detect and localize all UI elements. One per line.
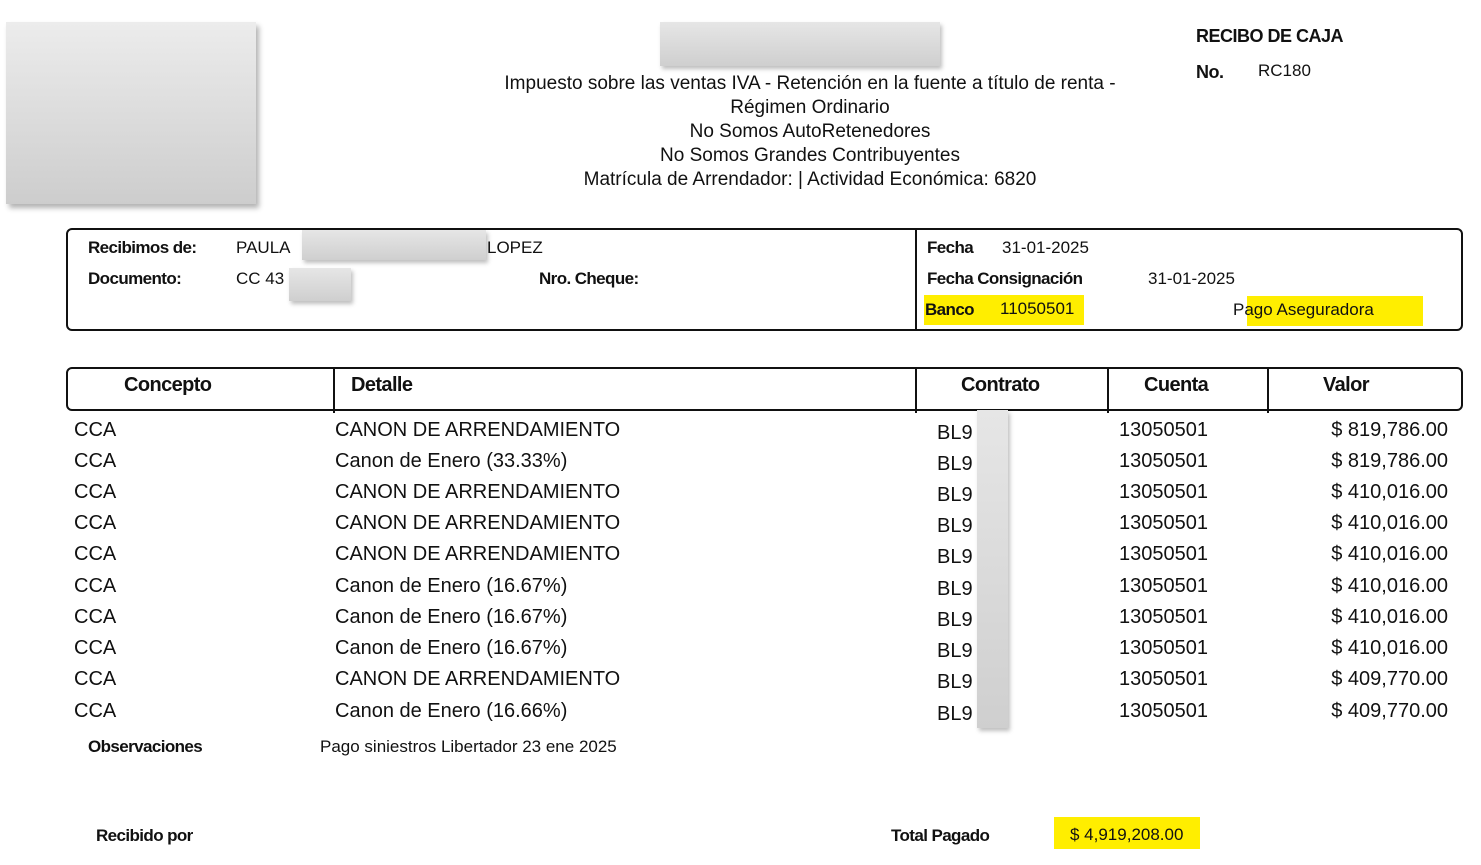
total-pagado-label: Total Pagado: [891, 826, 990, 845]
company-logo-redacted: [6, 22, 256, 204]
banco-label: Banco: [925, 300, 974, 319]
cell-valor: $ 410,016.00: [1331, 637, 1448, 659]
info-box-divider: [915, 230, 917, 331]
tax-line-1: Impuesto sobre las ventas IVA - Retención en la fuente a título de renta -: [504, 73, 1116, 94]
cell-cuenta: 13050501: [1119, 575, 1208, 597]
header-divider: [333, 369, 335, 413]
cell-detalle: Canon de Enero (16.67%): [335, 575, 568, 597]
recibido-por-label: Recibido por: [96, 826, 193, 845]
cell-cuenta: 13050501: [1119, 668, 1208, 690]
cell-concepto: CCA: [74, 700, 117, 722]
table-header: [66, 367, 1463, 411]
payer-first-name: PAULA: [236, 238, 291, 257]
cell-cuenta: 13050501: [1119, 543, 1208, 565]
table-row: [0, 606, 1481, 637]
cell-concepto: CCA: [74, 543, 117, 565]
cell-contrato: BL9: [937, 703, 973, 725]
cell-concepto: CCA: [74, 606, 117, 628]
cell-cuenta: 13050501: [1119, 481, 1208, 503]
table-row: [0, 450, 1481, 481]
company-tax-info: [450, 72, 1170, 192]
cell-valor: $ 819,786.00: [1331, 419, 1448, 441]
cell-concepto: CCA: [74, 668, 117, 690]
cell-detalle: CANON DE ARRENDAMIENTO: [335, 668, 621, 690]
header-divider: [915, 369, 917, 413]
pago-value: Pago Aseguradora: [1233, 300, 1374, 319]
fecha-value: 31-01-2025: [1002, 238, 1089, 257]
cell-concepto: CCA: [74, 637, 117, 659]
table-row: [0, 512, 1481, 543]
documento-value: CC 43: [236, 269, 285, 288]
banco-value: 11050501: [1000, 299, 1075, 318]
payer-name-redacted: [302, 230, 486, 260]
cheque-label: Nro. Cheque:: [539, 269, 639, 288]
cell-contrato: BL9: [937, 484, 973, 506]
cell-cuenta: 13050501: [1119, 606, 1208, 628]
observaciones-value: Pago siniestros Libertador 23 ene 2025: [320, 737, 617, 756]
table-row: [0, 575, 1481, 606]
cell-concepto: CCA: [74, 481, 117, 503]
observaciones-label: Observaciones: [88, 737, 203, 756]
cell-valor: $ 409,770.00: [1331, 668, 1448, 690]
cell-valor: $ 410,016.00: [1331, 575, 1448, 597]
tax-line-3: No Somos AutoRetenedores: [689, 121, 931, 142]
receipt-number-label: No.: [1196, 62, 1224, 82]
tax-line-5: Matrícula de Arrendador: | Actividad Económica: 6820: [583, 169, 1037, 190]
cell-concepto: CCA: [74, 575, 117, 597]
cell-valor: $ 410,016.00: [1331, 481, 1448, 503]
table-row: [0, 700, 1481, 731]
header-divider: [1107, 369, 1109, 413]
cell-concepto: CCA: [74, 419, 117, 441]
header-contrato: Contrato: [961, 374, 1040, 396]
consignacion-value: 31-01-2025: [1148, 269, 1235, 288]
cell-contrato: BL9: [937, 515, 973, 537]
consignacion-label: Fecha Consignación: [927, 269, 1083, 288]
cell-cuenta: 13050501: [1119, 512, 1208, 534]
cell-detalle: CANON DE ARRENDAMIENTO: [335, 419, 621, 441]
company-name-redacted: [660, 22, 940, 66]
cell-cuenta: 13050501: [1119, 450, 1208, 472]
cell-valor: $ 819,786.00: [1331, 450, 1448, 472]
header-divider: [1267, 369, 1269, 413]
cell-contrato: BL9: [937, 578, 973, 600]
table-row: [0, 543, 1481, 574]
tax-line-2: Régimen Ordinario: [730, 97, 890, 118]
payer-last-name: LOPEZ: [487, 238, 543, 257]
cell-detalle: Canon de Enero (16.67%): [335, 637, 568, 659]
total-pagado-value: $ 4,919,208.00: [1070, 825, 1184, 844]
contrato-redacted: [977, 410, 1008, 728]
cell-concepto: CCA: [74, 450, 117, 472]
cell-contrato: BL9: [937, 671, 973, 693]
table-row: [0, 419, 1481, 450]
receipt-title: RECIBO DE CAJA: [1196, 26, 1344, 46]
header-detalle: Detalle: [351, 374, 413, 396]
documento-redacted: [289, 268, 351, 301]
cell-cuenta: 13050501: [1119, 700, 1208, 722]
cell-contrato: BL9: [937, 609, 973, 631]
cell-contrato: BL9: [937, 546, 973, 568]
tax-line-4: No Somos Grandes Contribuyentes: [660, 145, 960, 166]
table-row: [0, 637, 1481, 668]
cell-detalle: CANON DE ARRENDAMIENTO: [335, 512, 621, 534]
table-row: [0, 481, 1481, 512]
table-row: [0, 668, 1481, 699]
header-concepto: Concepto: [124, 374, 212, 396]
cell-cuenta: 13050501: [1119, 419, 1208, 441]
receipt-number: RC180: [1258, 61, 1311, 80]
cell-detalle: Canon de Enero (16.66%): [335, 700, 568, 722]
cell-detalle: CANON DE ARRENDAMIENTO: [335, 481, 621, 503]
header-cuenta: Cuenta: [1144, 374, 1209, 396]
cell-concepto: CCA: [74, 512, 117, 534]
cell-valor: $ 410,016.00: [1331, 512, 1448, 534]
recibimos-label: Recibimos de:: [88, 238, 197, 257]
header-valor: Valor: [1323, 374, 1369, 396]
documento-label: Documento:: [88, 269, 182, 288]
cell-contrato: BL9: [937, 422, 973, 444]
cell-contrato: BL9: [937, 453, 973, 475]
cell-contrato: BL9: [937, 640, 973, 662]
cell-detalle: CANON DE ARRENDAMIENTO: [335, 543, 621, 565]
cell-valor: $ 409,770.00: [1331, 700, 1448, 722]
fecha-label: Fecha: [927, 238, 974, 257]
cell-detalle: Canon de Enero (33.33%): [335, 450, 568, 472]
cell-cuenta: 13050501: [1119, 637, 1208, 659]
cell-valor: $ 410,016.00: [1331, 606, 1448, 628]
cell-detalle: Canon de Enero (16.67%): [335, 606, 568, 628]
cell-valor: $ 410,016.00: [1331, 543, 1448, 565]
